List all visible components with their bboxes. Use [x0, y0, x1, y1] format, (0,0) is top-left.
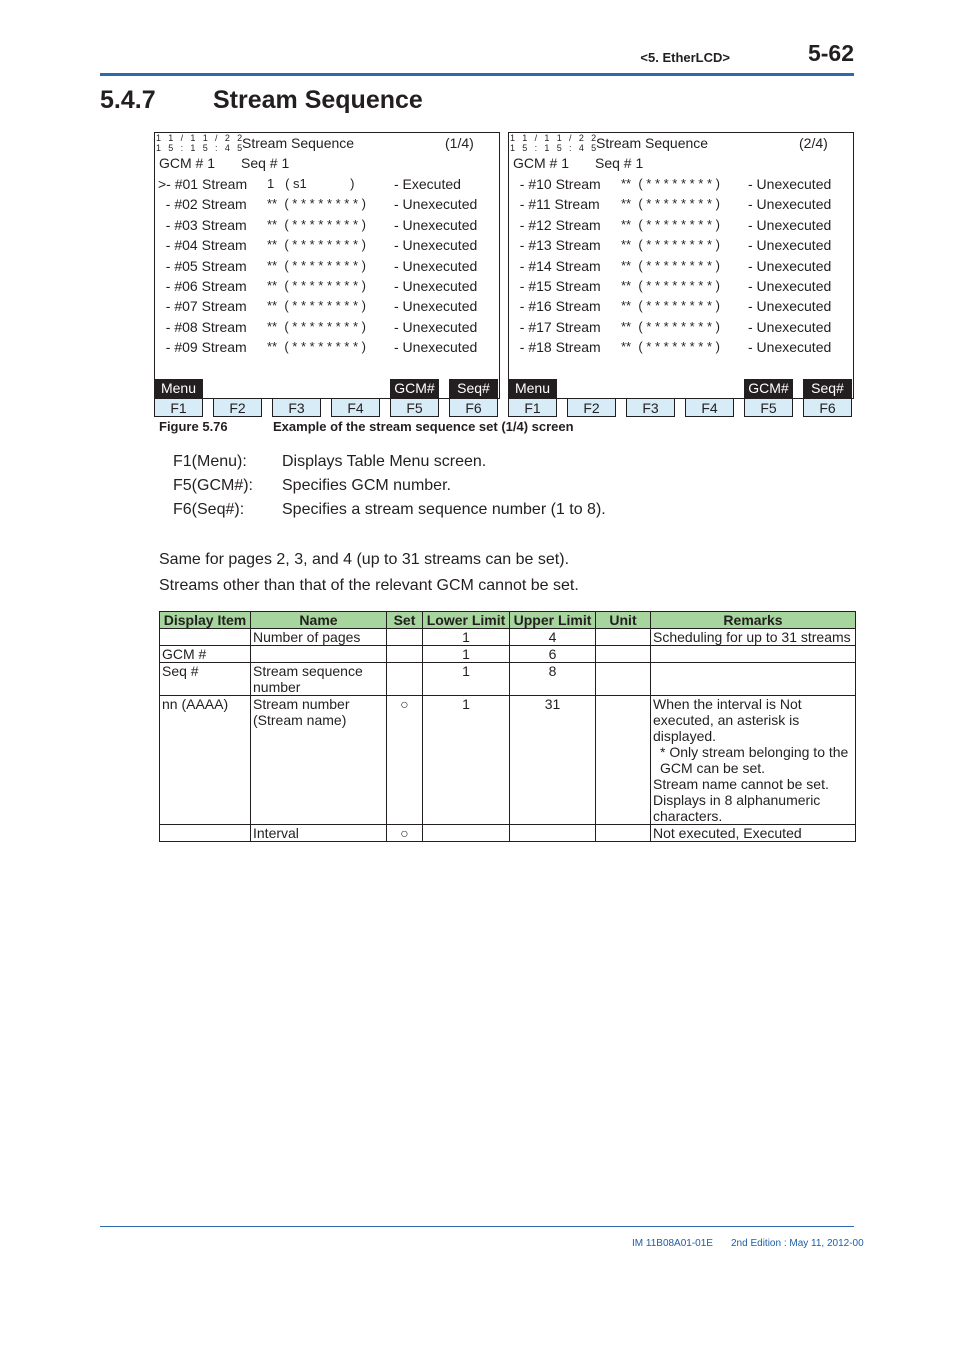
page-number: 5-62	[807, 40, 854, 66]
stream-label: - #18 Stream	[512, 339, 601, 356]
stream-label: - #12 Stream	[512, 216, 601, 233]
seq-number: Seq # 1	[241, 155, 290, 171]
stream-label: - #04 Stream	[158, 237, 247, 254]
seq-softkey[interactable]: Seq#	[803, 379, 852, 398]
cell-name: Stream number (Stream name)	[251, 696, 387, 825]
stream-value: ** ( * * * * * * * * )	[621, 298, 720, 314]
cell-item	[160, 825, 251, 842]
cell-lower: 1	[423, 646, 510, 663]
cell-unit	[596, 629, 651, 646]
cell-remarks	[651, 663, 856, 696]
key-name: F5(GCM#):	[173, 477, 253, 494]
stream-status: - Unexecuted	[394, 216, 478, 233]
cell-set	[387, 646, 423, 663]
cell-upper	[510, 825, 596, 842]
stream-value: ** ( * * * * * * * * )	[621, 339, 720, 355]
menu-softkey[interactable]: Menu	[154, 379, 203, 398]
stream-status: - Unexecuted	[394, 298, 478, 315]
cell-name	[251, 646, 387, 663]
cell-item: Seq #	[160, 663, 251, 696]
stream-value: ** ( * * * * * * * * )	[267, 196, 366, 212]
edition-date: 2nd Edition : May 11, 2012-00	[731, 1238, 864, 1249]
table-row	[160, 663, 856, 696]
cell-item: GCM #	[160, 646, 251, 663]
stream-value: ** ( * * * * * * * * )	[621, 216, 720, 232]
cell-item	[160, 629, 251, 646]
cell-set	[387, 663, 423, 696]
stream-value: ** ( * * * * * * * * )	[621, 318, 720, 334]
stream-value: 1 ( s1 )	[267, 176, 355, 191]
stream-label: - #10 Stream	[512, 176, 601, 192]
stream-status: - Unexecuted	[394, 278, 478, 294]
function-key-f4[interactable]: F4	[331, 398, 380, 417]
cell-name: Number of pages	[251, 629, 387, 646]
cell-set: ○	[387, 825, 423, 842]
figure-number: Figure 5.76	[159, 419, 228, 434]
paragraph: Streams other than that of the relevant GCM cannot be set.	[159, 577, 579, 594]
cell-set: ○	[387, 696, 423, 825]
key-name: F6(Seq#):	[173, 501, 245, 518]
chapter-header: <5. EtherLCD>	[640, 50, 730, 65]
stream-label: >- #01 Stream	[158, 176, 248, 192]
lcd-screen	[154, 132, 500, 419]
stream-label: - #05 Stream	[158, 257, 247, 274]
stream-label: - #17 Stream	[512, 318, 601, 335]
function-key-f1[interactable]: F1	[508, 398, 557, 417]
cell-remarks	[651, 629, 856, 646]
section-title: Stream Sequence	[213, 86, 423, 114]
stream-value: ** ( * * * * * * * * )	[621, 257, 720, 273]
spec-table	[159, 611, 856, 842]
stream-value: ** ( * * * * * * * * )	[621, 196, 720, 212]
cell-unit	[596, 646, 651, 663]
stream-status: - Unexecuted	[748, 237, 832, 254]
column-header: Display Item	[160, 612, 251, 629]
menu-softkey[interactable]: Menu	[508, 379, 557, 398]
cell-upper: 4	[510, 629, 596, 646]
table-row	[160, 646, 856, 663]
stream-value: ** ( * * * * * * * * )	[621, 237, 720, 253]
gcm-softkey[interactable]: GCM#	[390, 379, 439, 398]
key-description: Specifies a stream sequence number (1 to 8).	[282, 501, 606, 518]
function-key-f2[interactable]: F2	[213, 398, 262, 417]
stream-label: - #02 Stream	[158, 196, 247, 213]
column-header: Lower Limit	[423, 612, 510, 629]
function-key-f5[interactable]: F5	[744, 398, 793, 417]
function-key-f1[interactable]: F1	[154, 398, 203, 417]
stream-value: ** ( * * * * * * * * )	[621, 176, 720, 191]
key-description: Displays Table Menu screen.	[282, 453, 487, 470]
cell-remarks	[651, 696, 856, 825]
cell-lower	[423, 825, 510, 842]
section-number: 5.4.7	[100, 86, 156, 114]
remark-line: Not executed, Executed	[653, 825, 802, 841]
stream-value: ** ( * * * * * * * * )	[267, 216, 366, 232]
table-row	[160, 696, 856, 825]
cell-upper: 6	[510, 646, 596, 663]
remark-line: When the interval is Not executed, an asterisk is displayed.	[653, 696, 802, 744]
remark-line: Stream name cannot be set.	[653, 776, 829, 792]
stream-status: - Unexecuted	[748, 318, 832, 335]
stream-value: ** ( * * * * * * * * )	[621, 278, 720, 293]
stream-label: - #03 Stream	[158, 216, 247, 233]
stream-status: - Unexecuted	[394, 196, 478, 213]
figure-caption: Example of the stream sequence set (1/4) screen	[273, 419, 574, 434]
cell-upper: 8	[510, 663, 596, 696]
cell-lower: 1	[423, 629, 510, 646]
header-rule	[100, 73, 854, 76]
date-time: 1 1 / 1 1 / 2 2 1 5 : 1 5 : 4 5	[510, 133, 599, 153]
cell-unit	[596, 825, 651, 842]
stream-label: - #06 Stream	[158, 278, 247, 294]
cell-unit	[596, 663, 651, 696]
function-key-f5[interactable]: F5	[390, 398, 439, 417]
stream-label: - #11 Stream	[512, 196, 600, 213]
gcm-number: GCM # 1	[159, 155, 216, 171]
gcm-number: GCM # 1	[513, 155, 570, 171]
remark-line: Displays in 8 alphanumeric characters.	[653, 792, 821, 824]
cell-set	[387, 629, 423, 646]
screen-title: Stream Sequence	[596, 135, 709, 151]
stream-status: - Unexecuted	[748, 339, 832, 356]
stream-value: ** ( * * * * * * * * )	[267, 278, 366, 293]
stream-status: - Unexecuted	[394, 257, 478, 274]
remark-line: * Only stream belonging to the GCM can be set.	[660, 744, 849, 776]
column-header: Upper Limit	[510, 612, 596, 629]
key-name: F1(Menu):	[173, 453, 247, 470]
function-key-f3[interactable]: F3	[272, 398, 321, 417]
function-key-f3[interactable]: F3	[626, 398, 675, 417]
cell-lower: 1	[423, 696, 510, 825]
stream-status: - Unexecuted	[394, 237, 478, 254]
function-key-f2[interactable]: F2	[567, 398, 616, 417]
stream-label: - #08 Stream	[158, 318, 247, 335]
table-row	[160, 629, 856, 646]
cell-remarks	[651, 646, 856, 663]
stream-status: - Unexecuted	[394, 318, 478, 335]
stream-status: - Unexecuted	[748, 176, 832, 192]
seq-number: Seq # 1	[595, 155, 644, 171]
cell-upper: 31	[510, 696, 596, 825]
cell-unit	[596, 696, 651, 825]
gcm-softkey[interactable]: GCM#	[744, 379, 793, 398]
cell-remarks	[651, 825, 856, 842]
stream-status: - Executed	[394, 176, 461, 192]
stream-label: - #14 Stream	[512, 257, 601, 274]
lcd-screen	[508, 132, 854, 419]
remark-line: Scheduling for up to 31 streams	[653, 629, 851, 645]
stream-status: - Unexecuted	[748, 196, 832, 213]
stream-status: - Unexecuted	[394, 339, 478, 356]
stream-value: ** ( * * * * * * * * )	[267, 298, 366, 314]
date-time: 1 1 / 1 1 / 2 2 1 5 : 1 5 : 4 5	[156, 133, 245, 153]
screen-page-indicator: (2/4)	[799, 135, 828, 151]
stream-value: ** ( * * * * * * * * )	[267, 318, 366, 334]
column-header: Remarks	[651, 612, 856, 629]
stream-status: - Unexecuted	[748, 298, 832, 315]
cell-name: Stream sequence number	[251, 663, 387, 696]
cell-name: Interval	[251, 825, 387, 842]
column-header: Unit	[596, 612, 651, 629]
stream-status: - Unexecuted	[748, 257, 832, 274]
stream-label: - #13 Stream	[512, 237, 601, 254]
column-header: Set	[387, 612, 423, 629]
table-header-row	[160, 612, 856, 629]
stream-label: - #07 Stream	[158, 298, 247, 315]
screen-title: Stream Sequence	[242, 135, 355, 151]
stream-label: - #09 Stream	[158, 339, 247, 356]
cell-item: nn (AAAA)	[160, 696, 251, 825]
stream-status: - Unexecuted	[748, 278, 832, 294]
function-key-f4[interactable]: F4	[685, 398, 734, 417]
screen-page-indicator: (1/4)	[445, 135, 474, 151]
function-key-f6[interactable]: F6	[803, 398, 852, 417]
stream-value: ** ( * * * * * * * * )	[267, 237, 366, 253]
paragraph: Same for pages 2, 3, and 4 (up to 31 streams can be set).	[159, 551, 570, 568]
stream-value: ** ( * * * * * * * * )	[267, 339, 366, 355]
footer-rule	[100, 1226, 854, 1227]
table-row	[160, 825, 856, 842]
stream-label: - #15 Stream	[512, 278, 601, 294]
stream-status: - Unexecuted	[748, 216, 832, 233]
seq-softkey[interactable]: Seq#	[449, 379, 498, 398]
cell-lower: 1	[423, 663, 510, 696]
document-id: IM 11B08A01-01E	[632, 1238, 713, 1249]
function-key-f6[interactable]: F6	[449, 398, 498, 417]
table-body	[160, 629, 856, 842]
column-header: Name	[251, 612, 387, 629]
stream-value: ** ( * * * * * * * * )	[267, 257, 366, 273]
key-description: Specifies GCM number.	[282, 477, 451, 494]
stream-label: - #16 Stream	[512, 298, 601, 315]
